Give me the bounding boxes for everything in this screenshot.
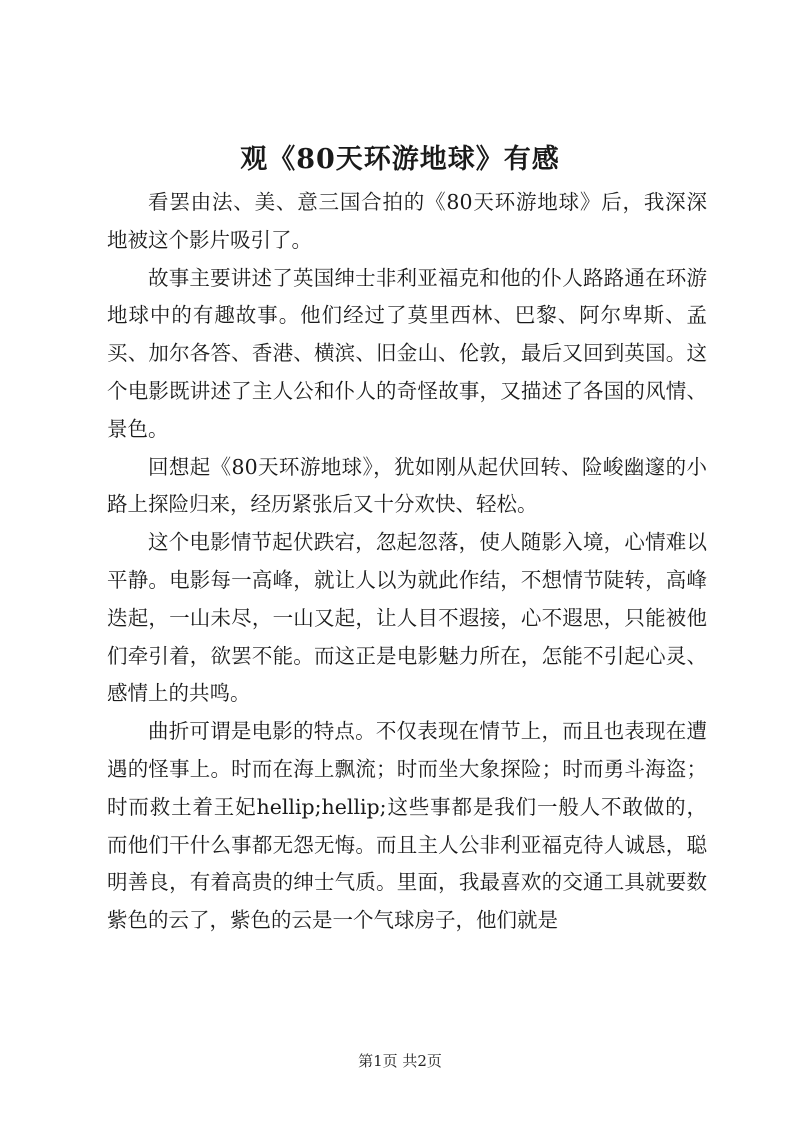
paragraph: 看罢由法、美、意三国合拍的《80天环游地球》后，我深深地被这个影片吸引了。: [107, 190, 707, 252]
document-body: [107, 184, 707, 940]
paragraph: 这个电影情节起伏跌宕，忽起忽落，使人随影入境，心情难以平静。电影每一高峰，就让人以为就此作结，不想情节陡转，高峰迭起，一山未尽，一山又起，让人目不遐接，心不遐思，只能被他们牵引着，欲罢不能。而这正是电影魅力所在，怎能不引起心灵、感情上的共鸣。: [107, 530, 707, 706]
paragraph: 故事主要讲述了英国绅士非利亚福克和他的仆人路路通在环游地球中的有趣故事。他们经过了莫里西林、巴黎、阿尔卑斯、孟买、加尔各答、香港、横滨、旧金山、伦敦，最后又回到英国。这个电影既讲述了主人公和仆人的奇怪故事，又描述了各国的风情、景色。: [107, 265, 707, 441]
paragraph: 曲折可谓是电影的特点。不仅表现在情节上，而且也表现在遭遇的怪事上。时而在海上飘流；时而坐大象探险；时而勇斗海盗；时而救土着王妃hellip;hellip;这些事都是我们一般人不敢做的，而他们干什么事都无怨无悔。而且主人公非利亚福克待人诚恳，聪明善良，有着高贵的绅士气质。里面，我最喜欢的交通工具就要数紫色的云了，紫色的云是一个气球房子，他们就是: [107, 719, 707, 933]
page-title: 观《80天环游地球》有感: [240, 144, 560, 175]
page-number-footer: 第1页 共2页: [358, 1052, 442, 1070]
paragraph: 回想起《80天环游地球》，犹如刚从起伏回转、险峻幽邃的小路上探险归来，经历紧张后又十分欢快、轻松。: [107, 454, 707, 517]
